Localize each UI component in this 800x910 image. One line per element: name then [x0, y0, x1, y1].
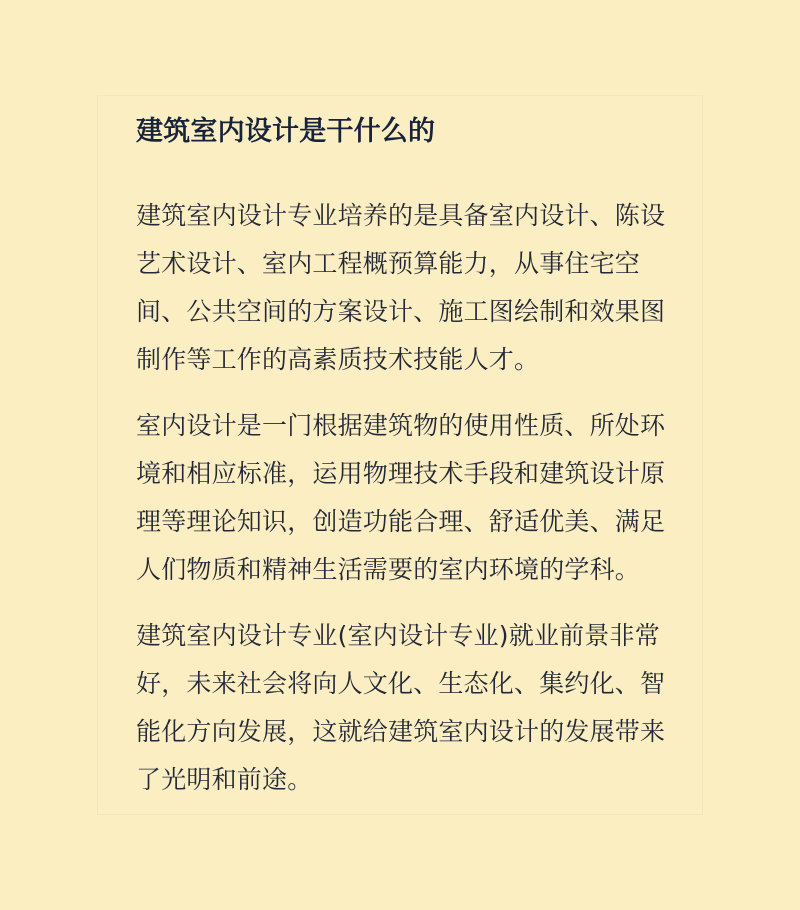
paragraph-1-line-2: 艺术设计、室内工程概预算能力，从事住宅空 [136, 249, 641, 278]
paragraph-1-line-3: 间、公共空间的方案设计、施工图绘制和效果图 [136, 297, 666, 326]
paragraph-2 [136, 402, 676, 594]
paragraph-3-line-2: 好，未来社会将向人文化、生态化、集约化、智 [136, 669, 666, 698]
document-title: 建筑室内设计是干什么的 [136, 116, 436, 147]
content-card [98, 96, 702, 814]
paragraph-1-line-1: 建筑室内设计专业培养的是具备室内设计、陈设 [136, 201, 666, 230]
paragraph-3 [136, 612, 676, 804]
paragraph-2-line-2: 境和相应标准，运用物理技术手段和建筑设计原 [136, 459, 666, 488]
paragraph-1 [136, 192, 676, 384]
paragraph-3-line-4: 了光明和前途。 [136, 765, 313, 794]
paragraph-3-line-1: 建筑室内设计专业(室内设计专业)就业前景非常 [136, 621, 660, 650]
paragraph-2-line-3: 理等理论知识，创造功能合理、舒适优美、满足 [136, 507, 666, 536]
paragraph-2-line-4: 人们物质和精神生活需要的室内环境的学科。 [136, 555, 641, 584]
article-content [136, 113, 676, 804]
paragraph-1-line-4: 制作等工作的高素质技术技能人才。 [136, 345, 540, 374]
paragraph-3-line-3: 能化方向发展，这就给建筑室内设计的发展带来 [136, 717, 666, 746]
paragraph-2-line-1: 室内设计是一门根据建筑物的使用性质、所处环 [136, 411, 666, 440]
